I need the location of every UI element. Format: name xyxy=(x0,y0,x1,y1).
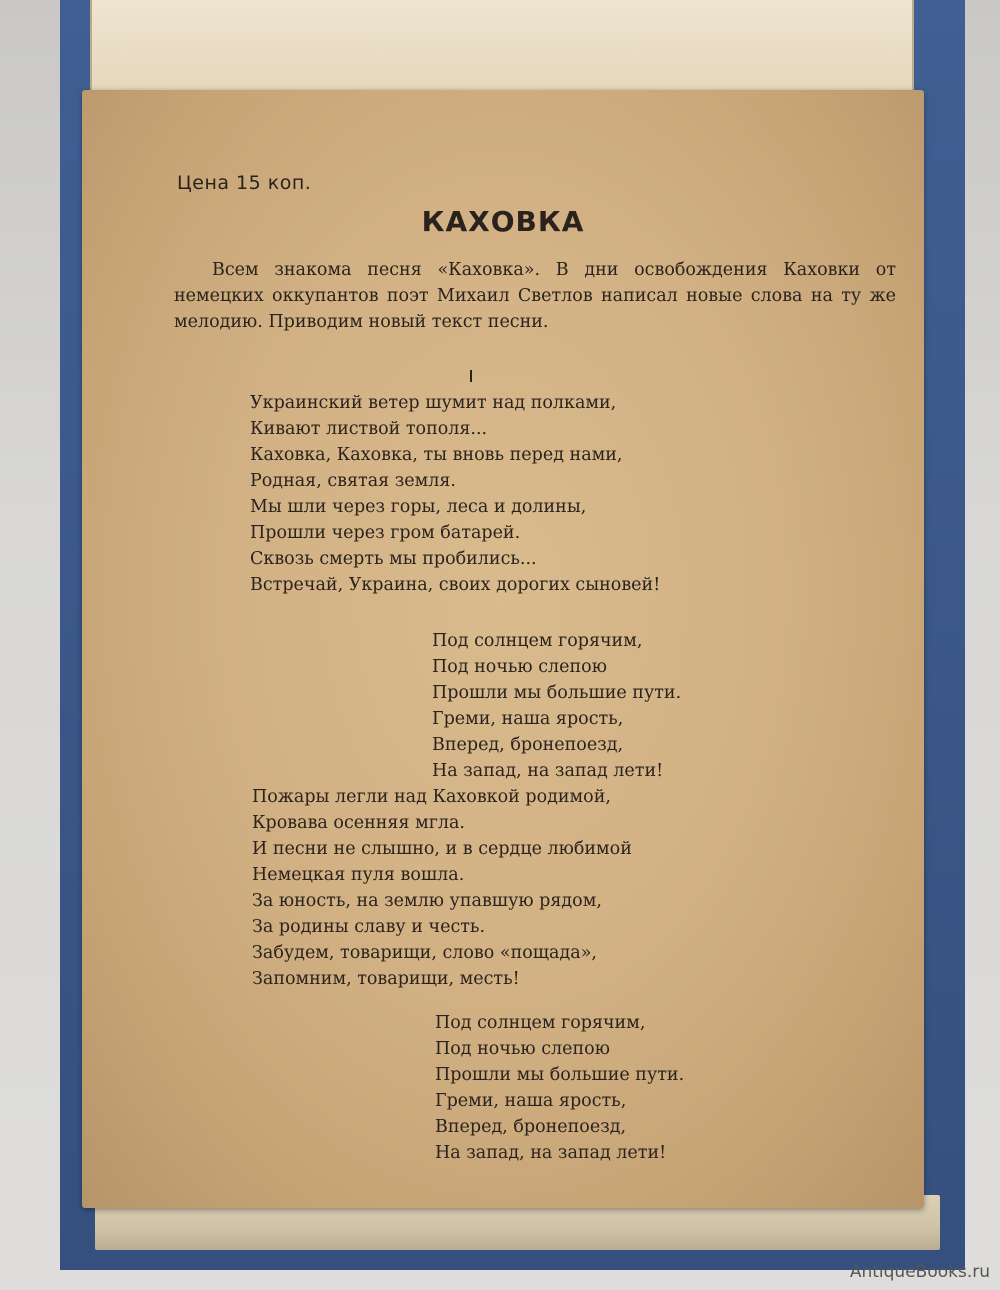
verse-line: Забудем, товарищи, слово «пощада», xyxy=(252,943,597,963)
chorus-1 xyxy=(432,628,681,784)
intro-paragraph: Всем знакома песня «Каховка». В дни освобождения Каховки от немецких оккупантов поэт Михаил Светлов написал новые слова на ту же мелодию. Приводим новый текст песни. xyxy=(174,260,896,332)
chorus-line: Вперед, бронепоезд, xyxy=(435,1117,627,1137)
chorus-2 xyxy=(435,1010,684,1166)
chorus-line: Вперед, бронепоезд, xyxy=(432,735,624,755)
chorus-line: Под ночью слепою xyxy=(435,1039,610,1059)
site-watermark: AntiqueBooks.ru xyxy=(849,1262,990,1282)
verse-line: Родная, святая земля. xyxy=(250,471,456,491)
chorus-line: Под ночью слепою xyxy=(432,657,607,677)
verse-line: За юность, на землю упавшую рядом, xyxy=(252,891,602,911)
verse-line: За родины славу и честь. xyxy=(252,917,486,937)
song-title: КАХОВКА xyxy=(421,205,585,238)
verse-line: Каховка, Каховка, ты вновь перед нами, xyxy=(250,445,623,465)
verse-line: Украинский ветер шумит над полками, xyxy=(250,393,617,413)
chorus-line: Прошли мы большие пути. xyxy=(432,683,682,703)
stanza-1 xyxy=(250,390,660,598)
price-label: Цена 15 коп. xyxy=(177,172,312,194)
chorus-line: Греми, наша ярость, xyxy=(435,1091,627,1111)
chorus-line: Под солнцем горячим, xyxy=(435,1013,646,1033)
chorus-line: Под солнцем горячим, xyxy=(432,631,643,651)
chorus-line: На запад, на запад лети! xyxy=(435,1143,667,1163)
ink-mark xyxy=(470,370,472,382)
verse-line: Кивают листвой тополя... xyxy=(250,419,488,439)
chorus-line: Прошли мы большие пути. xyxy=(435,1065,685,1085)
stanza-2 xyxy=(252,784,632,992)
verse-line: Немецкая пуля вошла. xyxy=(252,865,465,885)
verse-line: Сквозь смерть мы пробились... xyxy=(250,549,537,569)
verse-line: Встречай, Украина, своих дорогих сыновей! xyxy=(250,575,661,595)
verse-line: И песни не слышно, и в сердце любимой xyxy=(252,839,632,859)
book-page xyxy=(82,90,924,1208)
chorus-line: На запад, на запад лети! xyxy=(432,761,664,781)
verse-line: Пожары легли над Каховкой родимой, xyxy=(252,787,611,807)
chorus-line: Греми, наша ярость, xyxy=(432,709,624,729)
verse-line: Прошли через гром батарей. xyxy=(250,523,521,543)
verse-line: Кровава осенняя мгла. xyxy=(252,813,465,833)
verse-line: Запомним, товарищи, месть! xyxy=(252,969,520,989)
verse-line: Мы шли через горы, леса и долины, xyxy=(250,497,587,517)
